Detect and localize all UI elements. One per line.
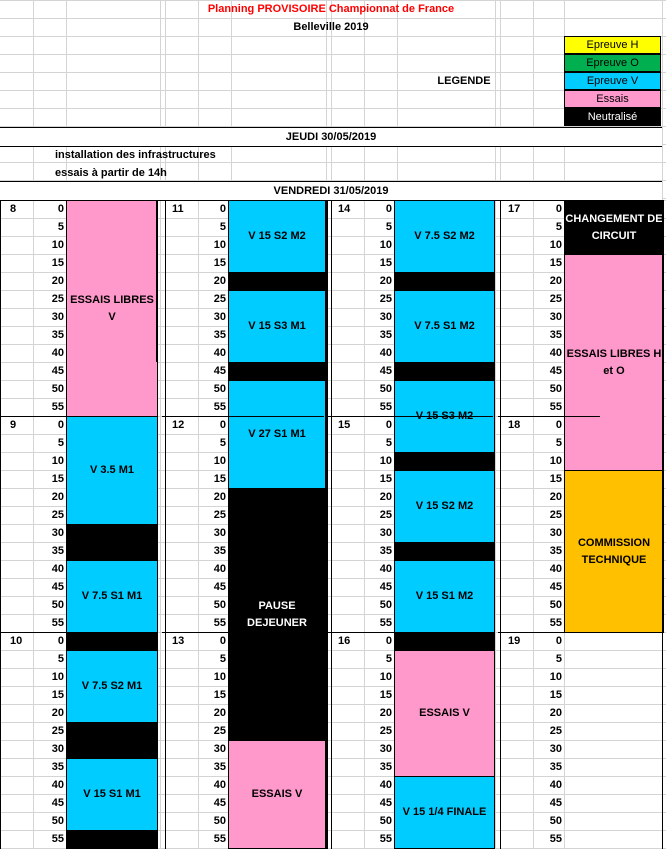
minute-label: 20 xyxy=(379,707,392,719)
schedule-block-v[interactable] xyxy=(228,290,326,363)
minute-label: 55 xyxy=(213,833,226,845)
minute-label: 50 xyxy=(51,383,64,395)
block-label: V 15 S2 M2 xyxy=(415,500,474,512)
minute-label: 5 xyxy=(385,437,392,449)
minute-label: 5 xyxy=(57,221,64,233)
schedule-block-v[interactable] xyxy=(394,560,495,633)
minute-label: 45 xyxy=(51,797,64,809)
thick-separator xyxy=(156,200,158,362)
minute-label: 15 xyxy=(213,473,226,485)
hour-label: 12 xyxy=(172,419,185,431)
block-label: V 15 S1 M2 xyxy=(415,590,474,602)
minute-label: 25 xyxy=(549,293,562,305)
minute-label: 40 xyxy=(549,347,562,359)
minute-label: 40 xyxy=(379,563,392,575)
minute-label: 25 xyxy=(213,293,226,305)
minute-label: 0 xyxy=(57,419,64,431)
minute-label: 5 xyxy=(385,653,392,665)
minute-label: 30 xyxy=(51,743,64,755)
sheet-title: Planning PROVISOIRE Championnat de France xyxy=(207,3,455,15)
minute-label: 55 xyxy=(379,617,392,629)
legend-item-neutralis-: Neutralisé xyxy=(564,108,661,126)
minute-label: 55 xyxy=(213,401,226,413)
vendredi-header: VENDREDI 31/05/2019 xyxy=(0,181,662,201)
minute-label: 40 xyxy=(379,779,392,791)
hour-label: 11 xyxy=(172,203,184,215)
schedule-block-n[interactable] xyxy=(394,362,495,381)
hour-label: 16 xyxy=(338,635,351,647)
minute-label: 35 xyxy=(379,329,392,341)
minute-label: 50 xyxy=(379,383,392,395)
minute-label: 35 xyxy=(549,761,562,773)
block-label: V 15 S3 M1 xyxy=(248,320,306,332)
schedule-block-n[interactable] xyxy=(394,272,495,291)
minute-label: 50 xyxy=(549,815,562,827)
schedule-block-v[interactable] xyxy=(394,776,495,849)
sheet-subtitle: Belleville 2019 xyxy=(293,21,369,33)
minute-label: 15 xyxy=(549,473,562,485)
hour-label: 18 xyxy=(508,419,521,431)
minute-label: 0 xyxy=(219,635,226,647)
minute-label: 10 xyxy=(51,671,64,683)
minute-label: 45 xyxy=(213,365,226,377)
minute-label: 0 xyxy=(385,419,392,431)
schedule-block-n[interactable] xyxy=(228,362,326,381)
schedule-block-n[interactable] xyxy=(228,488,326,741)
minute-label: 40 xyxy=(51,347,64,359)
column-border xyxy=(331,200,332,849)
schedule-block-v[interactable] xyxy=(66,560,158,633)
hour-label: 8 xyxy=(10,203,17,215)
hour-separator xyxy=(328,632,493,633)
minute-label: 20 xyxy=(379,491,392,503)
hour-label: 17 xyxy=(508,203,521,215)
minute-label: 10 xyxy=(213,455,226,467)
thick-separator xyxy=(326,200,328,849)
column-border xyxy=(662,200,663,849)
legend-item-essais: Essais xyxy=(564,90,661,108)
minute-label: 40 xyxy=(51,563,64,575)
minute-label: 30 xyxy=(379,311,392,323)
minute-label: 20 xyxy=(213,707,226,719)
minute-label: 30 xyxy=(213,743,226,755)
minute-label: 5 xyxy=(219,653,226,665)
hour-label: 13 xyxy=(172,635,185,647)
minute-label: 5 xyxy=(385,221,392,233)
minute-label: 10 xyxy=(379,671,392,683)
schedule-block-v[interactable] xyxy=(394,200,495,273)
schedule-block-e[interactable] xyxy=(564,254,664,471)
block-label: V 7.5 S2 M2 xyxy=(414,230,475,242)
minute-label: 55 xyxy=(213,617,226,629)
block-label: V 15 S3 M2 xyxy=(415,410,474,422)
minute-label: 15 xyxy=(213,689,226,701)
minute-label: 10 xyxy=(51,455,64,467)
minute-label: 5 xyxy=(555,221,562,233)
minute-label: 0 xyxy=(555,635,562,647)
minute-label: 40 xyxy=(379,347,392,359)
legend-item-epreuve-h: Epreuve H xyxy=(564,36,661,54)
hour-label: 19 xyxy=(508,635,521,647)
block-label: ESSAIS LIBRES H et O xyxy=(566,347,662,377)
minute-label: 45 xyxy=(51,365,64,377)
minute-label: 15 xyxy=(51,473,64,485)
minute-label: 5 xyxy=(555,653,562,665)
hour-label: 9 xyxy=(10,419,17,431)
minute-label: 55 xyxy=(549,617,562,629)
minute-label: 35 xyxy=(213,545,226,557)
schedule-block-n[interactable] xyxy=(66,524,158,561)
minute-label: 5 xyxy=(219,437,226,449)
minute-label: 15 xyxy=(549,689,562,701)
minute-label: 5 xyxy=(219,221,226,233)
minute-label: 40 xyxy=(549,779,562,791)
minute-label: 15 xyxy=(379,473,392,485)
minute-label: 25 xyxy=(549,725,562,737)
jeudi-note: essais à partir de 14h xyxy=(55,167,167,179)
minute-label: 20 xyxy=(549,491,562,503)
hour-separator xyxy=(0,416,156,417)
schedule-block-v[interactable] xyxy=(228,380,326,489)
hour-separator xyxy=(162,632,324,633)
minute-label: 0 xyxy=(219,419,226,431)
schedule-block-n[interactable] xyxy=(66,722,158,759)
minute-label: 55 xyxy=(379,833,392,845)
minute-label: 20 xyxy=(51,275,64,287)
minute-label: 25 xyxy=(379,725,392,737)
minute-label: 15 xyxy=(213,257,226,269)
hour-label: 15 xyxy=(338,419,351,431)
hour-separator xyxy=(498,632,600,633)
minute-label: 20 xyxy=(379,275,392,287)
schedule-block-v[interactable] xyxy=(228,200,326,273)
minute-label: 45 xyxy=(379,797,392,809)
minute-label: 35 xyxy=(549,329,562,341)
minute-label: 30 xyxy=(549,527,562,539)
minute-label: 30 xyxy=(213,527,226,539)
minute-label: 35 xyxy=(51,545,64,557)
minute-label: 25 xyxy=(51,725,64,737)
minute-label: 50 xyxy=(213,383,226,395)
block-label: PAUSE DEJEUNER xyxy=(247,599,307,629)
minute-label: 55 xyxy=(549,401,562,413)
minute-label: 40 xyxy=(213,779,226,791)
block-label: V 7.5 S1 M2 xyxy=(414,320,475,332)
minute-label: 35 xyxy=(51,761,64,773)
hour-separator xyxy=(498,416,600,417)
schedule-block-v[interactable] xyxy=(394,470,495,543)
schedule-block-v[interactable] xyxy=(66,650,158,723)
hour-label: 10 xyxy=(10,635,23,647)
minute-label: 10 xyxy=(213,671,226,683)
minute-label: 35 xyxy=(51,329,64,341)
minute-label: 5 xyxy=(57,437,64,449)
schedule-block-n[interactable] xyxy=(228,272,326,291)
schedule-block-v[interactable] xyxy=(66,416,158,525)
schedule-block-c[interactable] xyxy=(564,470,664,633)
minute-label: 45 xyxy=(213,797,226,809)
minute-label: 35 xyxy=(549,545,562,557)
minute-label: 10 xyxy=(51,239,64,251)
minute-label: 20 xyxy=(549,707,562,719)
minute-label: 25 xyxy=(379,509,392,521)
minute-label: 20 xyxy=(51,491,64,503)
schedule-block-e[interactable] xyxy=(394,650,495,777)
minute-label: 50 xyxy=(549,383,562,395)
minute-label: 10 xyxy=(549,671,562,683)
minute-label: 35 xyxy=(379,761,392,773)
minute-label: 55 xyxy=(549,833,562,845)
minute-label: 5 xyxy=(57,653,64,665)
minute-label: 50 xyxy=(51,815,64,827)
block-label: V 7.5 S1 M1 xyxy=(81,590,143,602)
minute-label: 45 xyxy=(379,581,392,593)
block-label: V 27 S1 M1 xyxy=(248,428,306,440)
minute-label: 10 xyxy=(549,455,562,467)
minute-label: 50 xyxy=(213,599,226,611)
schedule-block-e[interactable] xyxy=(66,200,158,417)
block-label: V 3.5 M1 xyxy=(89,464,135,476)
schedule-block-n[interactable] xyxy=(394,452,495,471)
hour-label: 14 xyxy=(338,203,351,215)
minute-label: 20 xyxy=(51,707,64,719)
minute-label: 50 xyxy=(379,815,392,827)
block-label: V 15 S1 M1 xyxy=(83,788,141,800)
minute-label: 50 xyxy=(213,815,226,827)
minute-label: 30 xyxy=(213,311,226,323)
schedule-block-n[interactable] xyxy=(66,632,158,651)
legend-heading: LEGENDE xyxy=(437,75,491,87)
block-label: V 15 S2 M2 xyxy=(248,230,306,242)
minute-label: 15 xyxy=(51,689,64,701)
block-label: COMMISSION TECHNIQUE xyxy=(577,536,651,566)
minute-label: 30 xyxy=(51,311,64,323)
hour-separator xyxy=(162,416,324,417)
column-border xyxy=(500,200,501,849)
column-border xyxy=(165,200,166,849)
schedule-block-n[interactable] xyxy=(394,542,495,561)
block-label: V 7.5 S2 M1 xyxy=(81,680,143,692)
minute-label: 30 xyxy=(549,311,562,323)
minute-label: 0 xyxy=(555,419,562,431)
legend-item-epreuve-o: Epreuve O xyxy=(564,54,661,72)
minute-label: 30 xyxy=(549,743,562,755)
minute-label: 0 xyxy=(555,203,562,215)
minute-label: 0 xyxy=(219,203,226,215)
minute-label: 10 xyxy=(213,239,226,251)
schedule-block-v[interactable] xyxy=(66,758,158,831)
minute-label: 45 xyxy=(51,581,64,593)
minute-label: 20 xyxy=(213,275,226,287)
minute-label: 55 xyxy=(51,833,64,845)
schedule-block-e[interactable] xyxy=(228,740,326,849)
column-border xyxy=(0,200,1,849)
minute-label: 10 xyxy=(549,239,562,251)
hour-separator xyxy=(328,416,493,417)
legend-item-epreuve-v: Epreuve V xyxy=(564,72,661,90)
minute-label: 35 xyxy=(379,545,392,557)
minute-label: 50 xyxy=(549,599,562,611)
minute-label: 55 xyxy=(51,617,64,629)
schedule-block-n[interactable] xyxy=(66,830,158,849)
block-label: ESSAIS V xyxy=(251,788,303,800)
schedule-block-n[interactable] xyxy=(564,200,664,255)
minute-label: 30 xyxy=(51,527,64,539)
minute-label: 25 xyxy=(51,509,64,521)
minute-label: 55 xyxy=(51,401,64,413)
block-label: ESSAIS V xyxy=(419,707,470,719)
jeudi-header: JEUDI 30/05/2019 xyxy=(0,127,662,147)
minute-label: 15 xyxy=(549,257,562,269)
minute-label: 30 xyxy=(379,743,392,755)
minute-label: 45 xyxy=(379,365,392,377)
block-label: V 15 1/4 FINALE xyxy=(402,806,487,818)
minute-label: 20 xyxy=(213,491,226,503)
minute-label: 40 xyxy=(51,779,64,791)
minute-label: 35 xyxy=(213,761,226,773)
minute-label: 0 xyxy=(57,203,64,215)
minute-label: 35 xyxy=(213,329,226,341)
minute-label: 15 xyxy=(379,689,392,701)
minute-label: 30 xyxy=(379,527,392,539)
minute-label: 40 xyxy=(213,347,226,359)
minute-label: 25 xyxy=(213,509,226,521)
schedule-block-n[interactable] xyxy=(394,632,495,651)
minute-label: 10 xyxy=(379,455,392,467)
hour-separator xyxy=(0,632,156,633)
minute-label: 10 xyxy=(379,239,392,251)
minute-label: 50 xyxy=(379,599,392,611)
minute-label: 25 xyxy=(213,725,226,737)
jeudi-note: installation des infrastructures xyxy=(55,149,216,161)
minute-label: 55 xyxy=(379,401,392,413)
minute-label: 50 xyxy=(51,599,64,611)
minute-label: 40 xyxy=(213,563,226,575)
minute-label: 20 xyxy=(549,275,562,287)
minute-label: 45 xyxy=(213,581,226,593)
minute-label: 15 xyxy=(379,257,392,269)
minute-label: 15 xyxy=(51,257,64,269)
minute-label: 25 xyxy=(51,293,64,305)
minute-label: 25 xyxy=(549,509,562,521)
minute-label: 25 xyxy=(379,293,392,305)
minute-label: 45 xyxy=(549,365,562,377)
minute-label: 40 xyxy=(549,563,562,575)
minute-label: 0 xyxy=(385,203,392,215)
minute-label: 45 xyxy=(549,581,562,593)
block-label: CHANGEMENT DE CIRCUIT xyxy=(565,212,663,242)
minute-label: 45 xyxy=(549,797,562,809)
minute-label: 0 xyxy=(385,635,392,647)
schedule-block-v[interactable] xyxy=(394,290,495,363)
block-label: ESSAIS LIBRES V xyxy=(70,293,154,323)
minute-label: 5 xyxy=(555,437,562,449)
minute-label: 0 xyxy=(57,635,64,647)
